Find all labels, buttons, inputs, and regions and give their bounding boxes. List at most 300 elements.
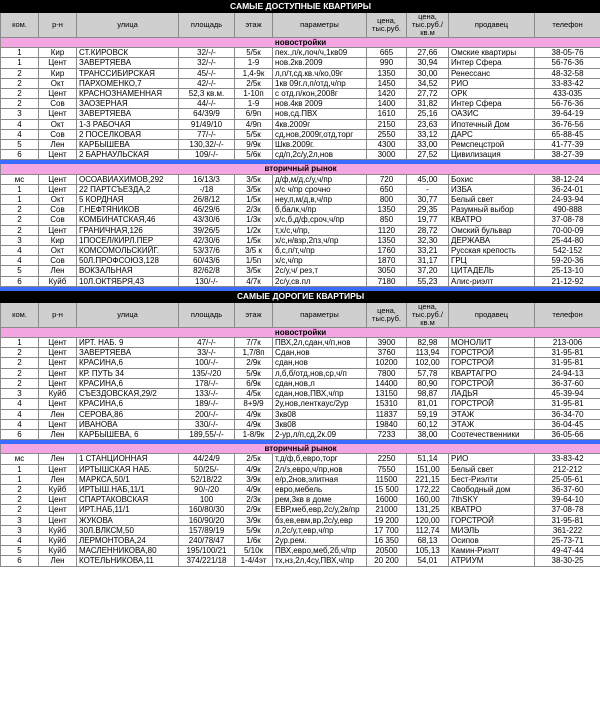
column-header: параметры (273, 302, 367, 327)
table-cell: 4 (1, 246, 39, 256)
table-row (1, 399, 600, 409)
table-cell: 1 СТАНЦИОННАЯ (77, 454, 179, 464)
table-cell: 60/43/6 (179, 256, 235, 266)
table-cell: 1/5к (235, 235, 273, 245)
table-cell: 1,7/8п (235, 348, 273, 358)
table-cell: ИЗБА (449, 184, 535, 194)
table-cell: 2/5к (235, 454, 273, 464)
table-cell: 13150 (367, 389, 407, 399)
table-cell: 20500 (367, 546, 407, 556)
table-cell: 36-34-70 (535, 409, 600, 419)
table-cell: 1120 (367, 225, 407, 235)
table-cell: Разумный выбор (449, 205, 535, 215)
table-cell: 665 (367, 48, 407, 58)
table-row (1, 109, 600, 119)
table-cell: Цент (39, 89, 77, 99)
table-cell: 330/-/- (179, 419, 235, 429)
table-cell: ДАРС (449, 129, 535, 139)
column-header: цена, тыс.руб. (367, 302, 407, 327)
table-cell: Куйб (39, 546, 77, 556)
table-row (1, 266, 600, 276)
table-cell: 28,72 (407, 225, 449, 235)
table-cell: е/р,2нов,элитная (273, 474, 367, 484)
table-row (1, 389, 600, 399)
table-cell: 1 (1, 48, 39, 58)
column-header: продавец (449, 302, 535, 327)
table-cell: 36-04-45 (535, 419, 600, 429)
table-cell: Цент (39, 150, 77, 160)
table-row (1, 368, 600, 378)
table-cell: 374/221/18 (179, 556, 235, 566)
table-cell: ОРК (449, 89, 535, 99)
table-cell: 6 (1, 276, 39, 286)
table-cell: ЭТАЖ (449, 409, 535, 419)
table-cell: 38-27-39 (535, 150, 600, 160)
table-cell: Сдан,нов (273, 348, 367, 358)
table-cell: 3 (1, 515, 39, 525)
table-cell: 19840 (367, 419, 407, 429)
table-cell: Лен (39, 266, 77, 276)
table-cell: 42/-/- (179, 78, 235, 88)
table-cell: 52/18/22 (179, 474, 235, 484)
table-row (1, 119, 600, 129)
table-cell: ЛАДЬЯ (449, 389, 535, 399)
table-cell: 1 (1, 184, 39, 194)
table-row (1, 89, 600, 99)
table-cell: Окт (39, 119, 77, 129)
subsection-label (1, 444, 600, 454)
table-cell: ГОРСТРОЙ (449, 378, 535, 388)
table-cell: 850 (367, 215, 407, 225)
table-cell: 1/5к (235, 195, 273, 205)
table-cell: 213-006 (535, 338, 600, 348)
table-cell: 120,00 (407, 515, 449, 525)
table-cell: 189/-/- (179, 399, 235, 409)
table-cell: 157/89/19 (179, 525, 235, 535)
table-cell: КРАСНОЗНАМЕННАЯ (77, 89, 179, 99)
table-cell: Лен (39, 429, 77, 439)
table-cell: 49-47-44 (535, 546, 600, 556)
table-cell: 82/62/8 (179, 266, 235, 276)
table-cell: б,балк,ч/пр (273, 205, 367, 215)
table-cell: 1610 (367, 109, 407, 119)
table-cell: МАСЛЕННИКОВА,80 (77, 546, 179, 556)
table-cell: 56-76-36 (535, 58, 600, 68)
table-cell: Кир (39, 235, 77, 245)
table-cell: МАРКСА,50/1 (77, 474, 179, 484)
table-cell: 37,20 (407, 266, 449, 276)
column-header: телефон (535, 13, 600, 38)
table-cell: 1 (1, 338, 39, 348)
table-cell: Куйб (39, 484, 77, 494)
column-header: ком. (1, 13, 39, 38)
table-cell: 2/3к (235, 205, 273, 215)
table-cell: 5/10к (235, 546, 273, 556)
table-cell: неу,п,м/д,в,ч/пр (273, 195, 367, 205)
table-cell: 4 (1, 256, 39, 266)
table-cell: 44/24/9 (179, 454, 235, 464)
table-cell: 34,52 (407, 78, 449, 88)
table-cell: 2 (1, 68, 39, 78)
table-row (1, 474, 600, 484)
table-cell: 1-9 (235, 99, 273, 109)
table-cell: 25,16 (407, 109, 449, 119)
table-cell: 24-94-13 (535, 368, 600, 378)
table-cell: 19 200 (367, 515, 407, 525)
table-cell: 68,13 (407, 535, 449, 545)
table-cell: сдан,нов,ПВХ,ч/пр (273, 389, 367, 399)
table-cell: 5/9к (235, 525, 273, 535)
table-cell: 5 КОРДНАЯ (77, 195, 179, 205)
table-cell: СЪЕЗДОВСКАЯ,29/2 (77, 389, 179, 399)
column-header: улица (77, 302, 179, 327)
table-cell: 2150 (367, 119, 407, 129)
column-header: этаж (235, 13, 273, 38)
section-title-cell: САМЫЕ ДОРОГИЕ КВАРТИРЫ (1, 290, 600, 302)
table-cell: 57,78 (407, 368, 449, 378)
table-cell: 5 (1, 266, 39, 276)
table-cell: ГОРСТРОЙ (449, 358, 535, 368)
table-cell: Сов (39, 129, 77, 139)
table-cell: 212-212 (535, 464, 600, 474)
table-row (1, 338, 600, 348)
table-cell: х/с ч/пр срочно (273, 184, 367, 194)
table-cell: 25-13-10 (535, 266, 600, 276)
table-cell: 32,30 (407, 235, 449, 245)
table-cell: 1-8/9к (235, 429, 273, 439)
column-header: продавец (449, 13, 535, 38)
table-cell: 2 (1, 505, 39, 515)
table-cell: 2 (1, 348, 39, 358)
column-header: площадь (179, 302, 235, 327)
table-cell: ОСОАВИАХИМОВ,292 (77, 174, 179, 184)
table-cell: Цент (39, 225, 77, 235)
table-cell: 30,94 (407, 58, 449, 68)
table-cell: ИРТЫШСКАЯ НАБ. (77, 464, 179, 474)
table-cell: 3050 (367, 266, 407, 276)
table-cell: 24-93-94 (535, 195, 600, 205)
table-cell: ЕВР,меб,евр,2с/у,2в/пр (273, 505, 367, 515)
column-header: цена, тыс.руб./кв.м (407, 13, 449, 38)
table-cell: КАРБЫШЕВА, 6 (77, 429, 179, 439)
table-cell: 19,77 (407, 215, 449, 225)
table-cell: 650 (367, 184, 407, 194)
table-cell: КАРБЫШЕВА (77, 140, 179, 150)
table-row (1, 174, 600, 184)
table-cell: 1/5п (235, 256, 273, 266)
table-cell: Лен (39, 474, 77, 484)
table-cell: 720 (367, 174, 407, 184)
table-cell: 60,12 (407, 419, 449, 429)
table-cell: 3760 (367, 348, 407, 358)
table-cell: 5/5к (235, 129, 273, 139)
table-cell: 21-12-92 (535, 276, 600, 286)
table-cell: КОМБИНАТСКАЯ,46 (77, 215, 179, 225)
table-cell: 26/8/12 (179, 195, 235, 205)
table-row (1, 235, 600, 245)
table-cell: ЗАВЕРТЯЕВА (77, 58, 179, 68)
table-cell: нов.2кв.2009 (273, 58, 367, 68)
table-cell: 1 (1, 474, 39, 484)
table-cell: 2550 (367, 129, 407, 139)
table-cell: рем,3кв в доме (273, 495, 367, 505)
table-cell: ПВХ,евро,меб,2б,ч/пр (273, 546, 367, 556)
table-cell: 1ПОСЕЛ/КИРЛ.ПЕР (77, 235, 179, 245)
table-cell: Цент (39, 515, 77, 525)
column-header: цена, тыс.руб. (367, 13, 407, 38)
table-cell: 3 (1, 235, 39, 245)
table-cell: Соотечественники (449, 429, 535, 439)
table-cell: Лен (39, 556, 77, 566)
table-cell: нов,сд.ПВХ (273, 109, 367, 119)
table-cell: Окт (39, 195, 77, 205)
table-cell: 64/39/9 (179, 109, 235, 119)
table-cell: 42/30/6 (179, 235, 235, 245)
table-cell: 38-30-25 (535, 556, 600, 566)
table-cell: 65-88-45 (535, 129, 600, 139)
table-cell: 10200 (367, 358, 407, 368)
table-cell: 11837 (367, 409, 407, 419)
table-cell: 20 200 (367, 556, 407, 566)
table-cell: ЦИТАДЕЛЬ (449, 266, 535, 276)
table-cell: КОМСОМОЛЬСКИЙГ. (77, 246, 179, 256)
table-cell: 55,23 (407, 276, 449, 286)
table-cell: 31-95-81 (535, 358, 600, 368)
table-cell: 82,98 (407, 338, 449, 348)
table-cell: 361-222 (535, 525, 600, 535)
table-cell: Лен (39, 409, 77, 419)
table-cell: 2-ур,л/п,сд,2к.09 (273, 429, 367, 439)
table-row (1, 246, 600, 256)
table-cell: 1 (1, 464, 39, 474)
table-row (1, 140, 600, 150)
table-cell: 39-64-19 (535, 109, 600, 119)
table-cell: 160/90/20 (179, 515, 235, 525)
table-cell: ДЕРЖАВА (449, 235, 535, 245)
table-cell: 6 (1, 556, 39, 566)
table-cell: 1/6к (235, 535, 273, 545)
table-cell: тх,нз,2л,4су,ПВХ,ч/пр (273, 556, 367, 566)
table-cell: 6 (1, 150, 39, 160)
table-row (1, 48, 600, 58)
table-cell: Цент (39, 505, 77, 515)
column-header: р-н (39, 13, 77, 38)
table-cell: 178/-/- (179, 378, 235, 388)
table-cell: ЗАВЕРТЯЕВА (77, 109, 179, 119)
table-cell: 3/5к (235, 174, 273, 184)
table-cell: 90/-/20 (179, 484, 235, 494)
table-cell: мс (1, 454, 39, 464)
table-cell: 3 (1, 109, 39, 119)
table-cell: 38-05-76 (535, 48, 600, 58)
table-cell: 221,15 (407, 474, 449, 484)
table-cell: 17 700 (367, 525, 407, 535)
table-row (1, 484, 600, 494)
table-cell: 1450 (367, 78, 407, 88)
table-cell: -/18 (179, 184, 235, 194)
table-cell: 1-10п (235, 89, 273, 99)
table-row (1, 454, 600, 464)
table-cell: 2 (1, 378, 39, 388)
table-cell: Цент (39, 495, 77, 505)
table-cell: Окт (39, 246, 77, 256)
table-cell: сд,нов,2009г,отд,торг (273, 129, 367, 139)
subsection-label-cell: вторичный рынок (1, 444, 600, 454)
table-cell: 6/9к (235, 378, 273, 388)
table-cell: 195/100/21 (179, 546, 235, 556)
table-cell: 2 (1, 205, 39, 215)
table-cell: 7550 (367, 464, 407, 474)
table-cell: 7233 (367, 429, 407, 439)
table-cell: 10Л.ОКТЯБРЯ,43 (77, 276, 179, 286)
table-cell: с отд.п/кон,2008г (273, 89, 367, 99)
table-cell: КРАСИНА,6 (77, 399, 179, 409)
table-cell: 45/-/- (179, 68, 235, 78)
table-cell: 130/-/- (179, 276, 235, 286)
table-cell: ГОРСТРОЙ (449, 515, 535, 525)
table-cell: 33-83-42 (535, 454, 600, 464)
table-cell: 2у,нов,ленткаус/2ур (273, 399, 367, 409)
table-cell: бз,ев,евм,вр,2с/у,евр (273, 515, 367, 525)
table-cell: 135/-/20 (179, 368, 235, 378)
table-cell: 3/5 к (235, 246, 273, 256)
table-cell: 189,55/-/- (179, 429, 235, 439)
table-cell: 4 (1, 535, 39, 545)
subsection-label (1, 327, 600, 337)
table-cell: 1350 (367, 68, 407, 78)
column-header-row (1, 13, 600, 38)
table-cell: Куйб (39, 389, 77, 399)
table-cell: 2 (1, 495, 39, 505)
table-cell: 14400 (367, 378, 407, 388)
table-cell: КР. ПУТЬ 34 (77, 368, 179, 378)
table-cell: 2с/у,св.пл (273, 276, 367, 286)
table-cell: 2 ПОСЕЛКОВАЯ (77, 129, 179, 139)
table-cell: 70-00-09 (535, 225, 600, 235)
table-cell: 433-035 (535, 89, 600, 99)
subsection-label (1, 164, 600, 174)
table-cell: Сов (39, 99, 77, 109)
table-cell: ГРАНИЧНАЯ,126 (77, 225, 179, 235)
table-cell: 36-37-60 (535, 378, 600, 388)
table-cell: Лен (39, 454, 77, 464)
table-cell: 130,32/-/- (179, 140, 235, 150)
table-cell: 33,21 (407, 246, 449, 256)
table-cell: АТРИУМ (449, 556, 535, 566)
table-cell: 31-95-81 (535, 515, 600, 525)
table-cell: СЕРОВА,86 (77, 409, 179, 419)
table-cell: ГОРСТРОЙ (449, 399, 535, 409)
table-cell: 27,52 (407, 150, 449, 160)
table-cell: 44/-/- (179, 99, 235, 109)
table-cell: 990 (367, 58, 407, 68)
table-cell: 9/9к (235, 140, 273, 150)
table-cell: Ренессанс (449, 68, 535, 78)
table-cell: 3900 (367, 338, 407, 348)
table-cell: мс (1, 174, 39, 184)
table-cell: 7180 (367, 276, 407, 286)
table-cell: Белый свет (449, 195, 535, 205)
table-cell: Русская крепость (449, 246, 535, 256)
table-row (1, 515, 600, 525)
table-cell: 91/49/10 (179, 119, 235, 129)
table-cell: Омские квартиры (449, 48, 535, 58)
table-cell: 172,22 (407, 484, 449, 494)
table-cell: 38,00 (407, 429, 449, 439)
table-cell: 15310 (367, 399, 407, 409)
table-cell: 5 (1, 546, 39, 556)
table-cell: 1350 (367, 205, 407, 215)
table-cell: Цент (39, 348, 77, 358)
section-title (1, 290, 600, 302)
table-cell: СТ.КИРОВСК (77, 48, 179, 58)
table-cell: 77/-/- (179, 129, 235, 139)
table-cell: ЗАВЕРТЯЕВА (77, 348, 179, 358)
column-header: параметры (273, 13, 367, 38)
table-cell: Омский бульвар (449, 225, 535, 235)
table-cell: 16 350 (367, 535, 407, 545)
table-row (1, 68, 600, 78)
table-cell: КОТЕЛЬНИКОВА,11 (77, 556, 179, 566)
table-cell: 56-76-36 (535, 99, 600, 109)
table-cell: 39/26/5 (179, 225, 235, 235)
table-cell: 109/-/- (179, 150, 235, 160)
column-header: улица (77, 13, 179, 38)
table-cell: 1 (1, 58, 39, 68)
table-cell: 50Л.ПРОФСОЮЗ,128 (77, 256, 179, 266)
table-cell: 3 (1, 389, 39, 399)
table-cell: Цент (39, 358, 77, 368)
table-cell: 1-3 РАБОЧАЯ (77, 119, 179, 129)
table-cell: 2 (1, 368, 39, 378)
table-cell: 36-37-60 (535, 484, 600, 494)
table-cell: КРАСИНА,6 (77, 378, 179, 388)
table-row (1, 429, 600, 439)
table-cell: 542-152 (535, 246, 600, 256)
table-cell: 4/9к (235, 484, 273, 494)
table-cell: КРАСИНА,6 (77, 358, 179, 368)
table-cell: ЭТАЖ (449, 419, 535, 429)
table-row (1, 378, 600, 388)
table-cell: 37-08-78 (535, 215, 600, 225)
table-cell: - (407, 184, 449, 194)
table-cell: 102,00 (407, 358, 449, 368)
table-cell: ИРТ.НАБ,11/1 (77, 505, 179, 515)
table-cell: 5/6к (235, 150, 273, 160)
table-cell: 47/-/- (179, 338, 235, 348)
table-cell: Свободный дом (449, 484, 535, 494)
table-cell: 37-08-78 (535, 505, 600, 515)
table-cell: КВАТРО (449, 215, 535, 225)
table-cell: 2 (1, 78, 39, 88)
table-cell: 43/30/6 (179, 215, 235, 225)
table-cell: Сов (39, 215, 77, 225)
table-cell: 21000 (367, 505, 407, 515)
subsection-label-cell: вторичный рынок (1, 164, 600, 174)
table-cell: 31,17 (407, 256, 449, 266)
table-row (1, 205, 600, 215)
table-cell: Сов (39, 205, 77, 215)
column-header: р-н (39, 302, 77, 327)
column-header: ком. (1, 302, 39, 327)
table-cell: 38-12-24 (535, 174, 600, 184)
table-cell: Бест-Риэлти (449, 474, 535, 484)
table-cell: 160,00 (407, 495, 449, 505)
table-cell: 36-05-66 (535, 429, 600, 439)
table-row (1, 348, 600, 358)
table-cell: 25-44-80 (535, 235, 600, 245)
table-cell: 1760 (367, 246, 407, 256)
